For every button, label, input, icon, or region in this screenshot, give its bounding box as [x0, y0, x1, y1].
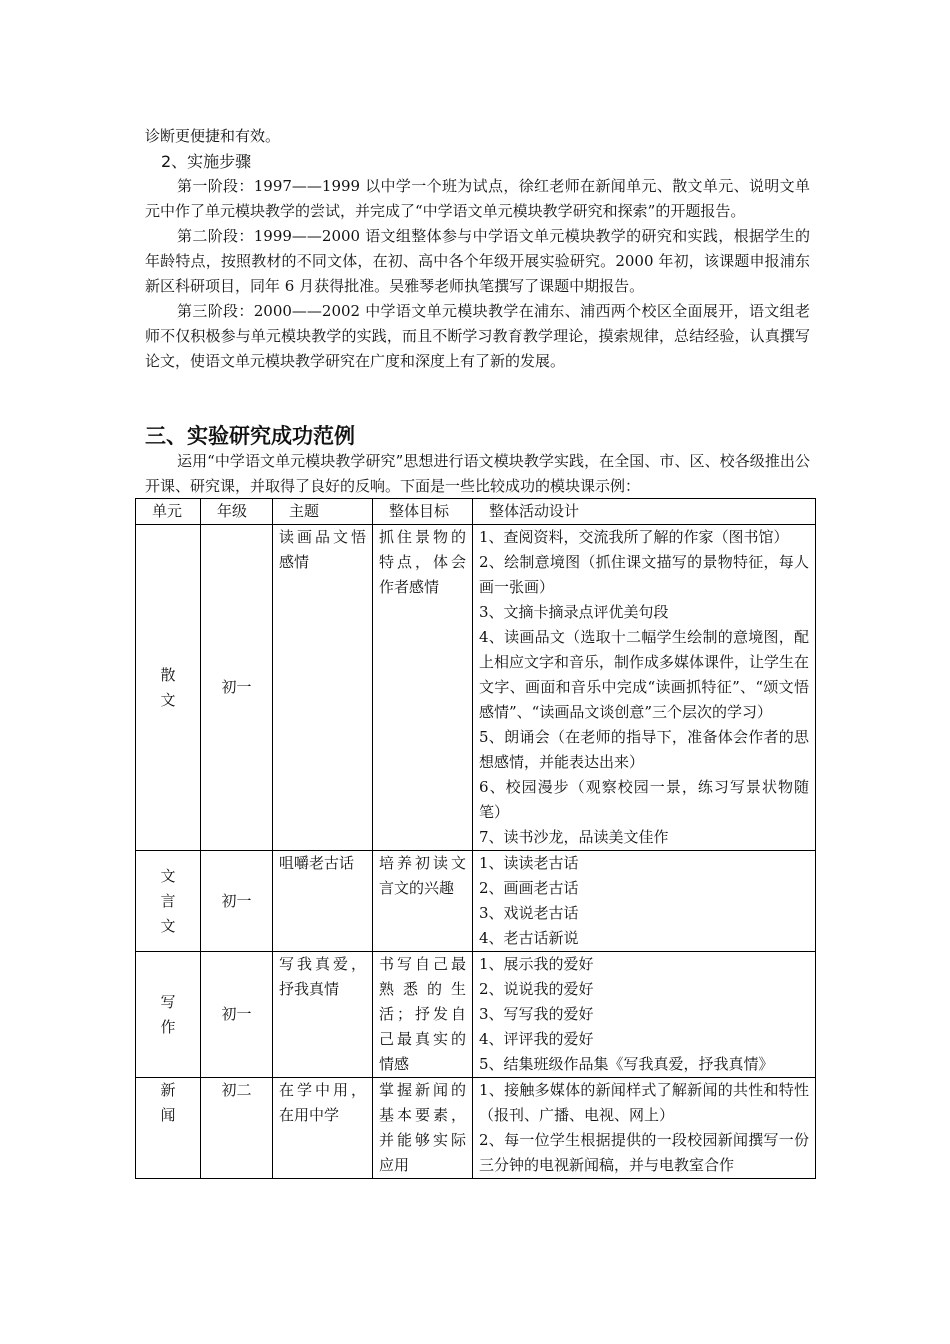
- header-goal: 整体目标: [373, 499, 473, 525]
- activity-item: 2、说说我的爱好: [479, 980, 594, 998]
- header-unit: 单元: [136, 499, 201, 525]
- activity-item: 2、绘制意境图（抓住课文描写的景物特征，每人画一张画）: [479, 553, 809, 596]
- activity-item: 1、查阅资料，交流我所了解的作家（图书馆）: [479, 528, 789, 546]
- theme-cell: 咀嚼老古话: [273, 851, 373, 952]
- goal-cell: 抓住景物的特点，体会作者感情: [373, 525, 473, 851]
- activity-item: 5、朗诵会（在老师的指导下，准备体会作者的思想感情，并能表达出来）: [479, 728, 809, 771]
- unit-char: 文: [160, 690, 176, 709]
- activities-cell: [473, 952, 816, 1078]
- steps-heading: 2、实施步骤: [161, 152, 252, 171]
- activities-cell: [473, 851, 816, 952]
- unit-cell: [136, 952, 201, 1078]
- header-grade: 年级: [201, 499, 273, 525]
- goal-cell: 掌握新闻的基本要素，并能够实际应用: [373, 1078, 473, 1179]
- unit-char: 文: [160, 916, 176, 935]
- activity-item: 4、老古话新说: [479, 929, 579, 947]
- goal-cell: 培养初读文言文的兴趣: [373, 851, 473, 952]
- grade-cell: 初一: [201, 525, 273, 851]
- unit-cell: [136, 525, 201, 851]
- stage-2-paragraph: 第二阶段：1999——2000 语文组整体参与中学语文单元模块教学的研究和实践，根据学生的年龄特点，按照教材的不同文体，在初、高中各个年级开展实验研究。2000 年初，该课题申报浦东新区科研项目，同年 6 月获得批准。吴雅琴老师执笔撰写了课题中期报告。: [145, 227, 810, 295]
- activity-item: 1、读读老古话: [479, 854, 579, 872]
- theme-cell: 在学中用，在用中学: [273, 1078, 373, 1179]
- unit-char: 文: [160, 866, 176, 885]
- table-row: [136, 851, 816, 952]
- activities-cell: [473, 525, 816, 851]
- grade-cell: 初一: [201, 952, 273, 1078]
- activity-item: 2、画画老古话: [479, 879, 579, 897]
- grade-cell: 初二: [201, 1078, 273, 1179]
- intro-tail: 诊断更便捷和有效。: [145, 127, 281, 145]
- activity-item: 2、每一位学生根据提供的一段校园新闻撰写一份三分钟的电视新闻稿，并与电教室合作: [479, 1131, 809, 1174]
- section-3-heading: 三、实验研究成功范例: [145, 424, 355, 448]
- activity-item: 7、读书沙龙，品读美文佳作: [479, 828, 669, 846]
- activity-item: 5、结集班级作品集《写我真爱，抒我真情》: [479, 1055, 774, 1073]
- goal-cell: 书写自己最熟悉的生活；抒发自己最真实的情感: [373, 952, 473, 1078]
- table-header-row: [136, 499, 816, 525]
- activity-item: 1、接触多媒体的新闻样式了解新闻的共性和特性（报刊、广播、电视、网上）: [479, 1081, 809, 1124]
- intro-section: [145, 124, 810, 374]
- section-3-lead-paragraph: 运用“中学语文单元模块教学研究”思想进行语文模块教学实践，在全国、市、区、校各级推出公开课、研究课，并取得了良好的反响。下面是一些比较成功的模块课示例：: [145, 452, 810, 495]
- activities-cell: [473, 1078, 816, 1179]
- unit-char: 言: [160, 891, 176, 910]
- table-row: [136, 525, 816, 851]
- unit-char: 散: [160, 665, 176, 684]
- stage-3-paragraph: 第三阶段：2000——2002 中学语文单元模块教学在浦东、浦西两个校区全面展开，语文组老师不仅积极参与单元模块教学的实践，而且不断学习教育教学理论，摸索规律，总结经验，认真撰写论文，使语文单元模块教学研究在广度和深度上有了新的发展。: [145, 302, 810, 370]
- activity-item: 3、写写我的爱好: [479, 1005, 594, 1023]
- table-row: [136, 952, 816, 1078]
- grade-cell: 初一: [201, 851, 273, 952]
- unit-cell: [136, 851, 201, 952]
- section-3-lead: [145, 449, 810, 499]
- unit-char: 写: [160, 992, 176, 1011]
- activity-item: 1、展示我的爱好: [479, 955, 594, 973]
- activity-item: 4、评评我的爱好: [479, 1030, 594, 1048]
- table-row: [136, 1078, 816, 1179]
- stage-1-paragraph: 第一阶段：1997——1999 以中学一个班为试点，徐红老师在新闻单元、散文单元、说明文单元中作了单元模块教学的尝试，并完成了“中学语文单元模块教学研究和探索”的开题报告。: [145, 177, 810, 220]
- unit-char: 闻: [160, 1106, 176, 1124]
- activity-item: 4、读画品文（选取十二幅学生绘制的意境图，配上相应文字和音乐，制作成多媒体课件，让学生在文字、画面和音乐中完成“读画抓特征”、“颂文悟感情”、“读画品文谈创意”三个层次的学习）: [479, 628, 810, 721]
- activity-item: 6、校园漫步（观察校园一景，练习写景状物随笔）: [479, 778, 809, 821]
- unit-char: 作: [160, 1017, 176, 1036]
- unit-cell: [136, 1078, 201, 1179]
- header-theme: 主题: [273, 499, 373, 525]
- activity-item: 3、文摘卡摘录点评优美句段: [479, 603, 669, 621]
- theme-cell: 读画品文悟感情: [273, 525, 373, 851]
- header-activities: 整体活动设计: [473, 499, 816, 525]
- activity-item: 3、戏说老古话: [479, 904, 579, 922]
- theme-cell: 写我真爱，抒我真情: [273, 952, 373, 1078]
- module-examples-table: [135, 498, 816, 1179]
- unit-char: 新: [160, 1081, 176, 1099]
